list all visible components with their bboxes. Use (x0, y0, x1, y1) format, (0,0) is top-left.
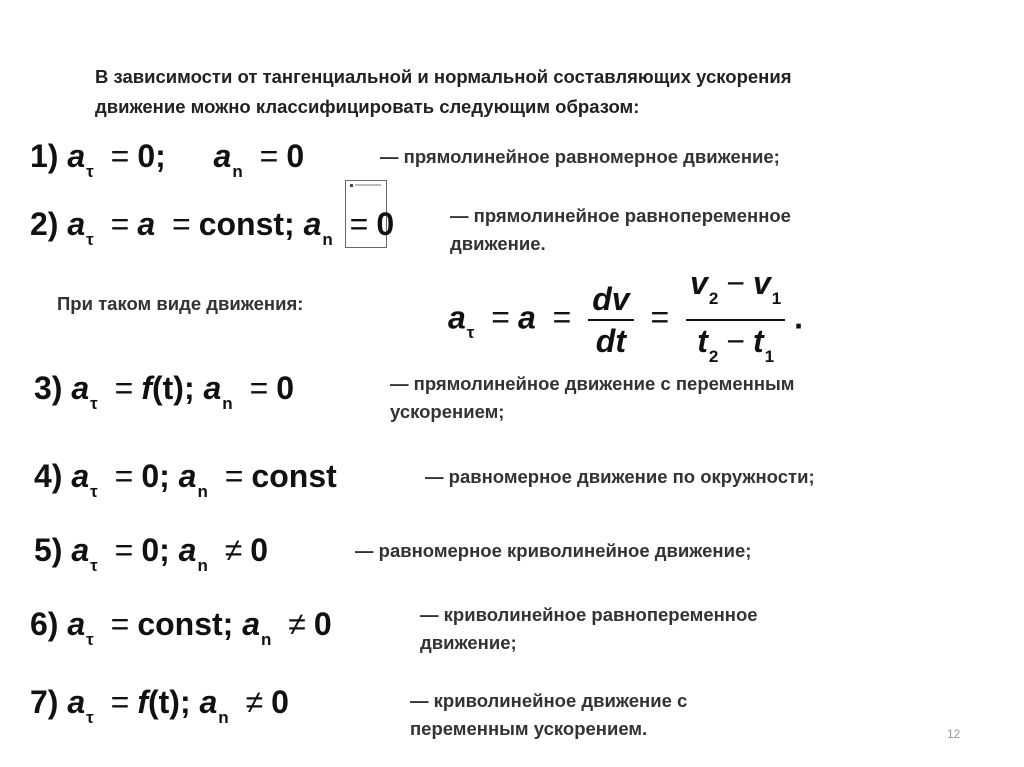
description-line: — криволинейное движение с (410, 690, 688, 711)
an-symbol: a (213, 138, 232, 174)
value: const; (137, 606, 234, 642)
description-line: ускорением; (390, 401, 505, 422)
formula-number: 3) (34, 370, 63, 406)
description-line: — криволинейное равнопеременное (420, 604, 758, 625)
a-symbol: a (67, 684, 86, 720)
equals-sign: = (349, 206, 369, 242)
value: 0; (141, 532, 170, 568)
equals-sign: = (114, 532, 134, 568)
subscript: 2 (708, 347, 719, 366)
value: 0 (276, 370, 295, 406)
n-subscript: n (197, 482, 208, 501)
v-symbol: v (690, 265, 708, 301)
equals-sign: = (552, 299, 572, 336)
subscript: 2 (708, 289, 719, 308)
equals-sign: = (650, 299, 670, 336)
equals-sign: = (110, 206, 130, 242)
f-symbol: f (141, 370, 152, 406)
value: 0 (271, 684, 289, 720)
formula-3 (34, 370, 294, 414)
formula-number: 1) (30, 138, 59, 174)
an-symbol: a (203, 370, 222, 406)
not-equals-sign: ≠ (245, 684, 264, 720)
equals-sign: = (110, 684, 130, 720)
a-symbol: a (71, 458, 90, 494)
function-argument: (t); (147, 684, 191, 720)
description-2 (450, 202, 791, 258)
value: 0; (137, 138, 166, 174)
equals-sign: = (110, 138, 130, 174)
denominator (686, 321, 785, 377)
equals-sign: = (249, 370, 269, 406)
intro-line-1: В зависимости от тангенциальной и нормальной составляющих ускорения (95, 66, 792, 87)
a-symbol: a (137, 206, 156, 242)
an-symbol: a (242, 606, 260, 642)
description-line: движение; (420, 632, 517, 653)
equals-sign: = (491, 299, 510, 336)
tau-subscript: τ (86, 708, 94, 727)
a-symbol: a (71, 532, 90, 568)
n-subscript: n (222, 394, 233, 413)
an-symbol: a (303, 206, 322, 242)
value: 0 (250, 532, 269, 568)
n-subscript: n (322, 230, 333, 249)
description-3 (390, 370, 794, 426)
numerator (686, 263, 785, 319)
formula-number: 7) (30, 684, 59, 720)
page-number: 12 (947, 727, 961, 741)
not-equals-sign: ≠ (288, 606, 306, 642)
an-symbol: a (199, 684, 218, 720)
n-subscript: n (232, 162, 243, 181)
description-7 (410, 687, 687, 743)
t-symbol: t (697, 323, 708, 359)
formula-number: 5) (34, 532, 63, 568)
tau-subscript: τ (90, 556, 98, 575)
equals-sign: = (114, 458, 134, 494)
t-symbol: t (753, 323, 764, 359)
subscript: 1 (771, 289, 782, 308)
description-line: движение. (450, 233, 546, 254)
a-symbol: a (517, 299, 536, 336)
formula-2 (30, 206, 394, 250)
n-subscript: n (197, 556, 208, 575)
value: const (251, 458, 337, 494)
value: 0 (376, 206, 395, 242)
a-symbol: a (448, 299, 466, 336)
formula-4 (34, 458, 337, 502)
description-4: — равномерное движение по окружности; (425, 466, 815, 487)
intro-line-2: движение можно классифицировать следующим образом: (95, 96, 640, 117)
tau-subscript: τ (90, 394, 98, 413)
equals-sign: = (259, 138, 279, 174)
value: const; (198, 206, 295, 242)
difference-fraction (686, 263, 785, 377)
equals-sign: = (172, 206, 191, 242)
tau-subscript: τ (90, 482, 98, 501)
tau-subscript: τ (86, 162, 94, 181)
description-line: — прямолинейное движение с переменным (390, 373, 795, 394)
tau-subscript: τ (86, 230, 94, 249)
not-equals-sign: ≠ (224, 532, 243, 568)
object-marker (350, 184, 353, 187)
an-symbol: a (178, 532, 197, 568)
n-subscript: n (261, 630, 272, 649)
formula-5 (34, 532, 268, 576)
numerator: dv (592, 281, 630, 317)
formula-number: 4) (34, 458, 63, 494)
formula-6 (30, 606, 332, 650)
v-symbol: v (753, 265, 771, 301)
acceleration-formula (448, 263, 803, 377)
object-placeholder-line (355, 184, 381, 186)
value: 0; (141, 458, 170, 494)
tau-subscript: τ (86, 630, 94, 649)
f-symbol: f (137, 684, 148, 720)
equals-sign: = (224, 458, 244, 494)
value: 0 (313, 606, 332, 642)
a-symbol: a (71, 370, 90, 406)
a-symbol: a (67, 606, 86, 642)
intro-text (95, 62, 955, 122)
description-line: переменным ускорением. (410, 718, 648, 739)
n-subscript: n (218, 708, 229, 727)
minus-sign: − (726, 323, 745, 359)
description-1: — прямолинейное равномерное движение; (380, 146, 780, 167)
equals-sign: = (110, 606, 130, 642)
description-5: — равномерное криволинейное движение; (355, 540, 752, 561)
description-6 (420, 601, 758, 657)
minus-sign: − (726, 265, 745, 301)
subscript: 1 (764, 347, 775, 366)
equals-sign: = (114, 370, 134, 406)
value: 0 (286, 138, 305, 174)
description-line: — прямолинейное равнопеременное (450, 205, 791, 226)
note-text: При таком виде движения: (57, 293, 304, 314)
formula-1 (30, 138, 304, 182)
a-symbol: a (67, 206, 86, 242)
tau-subscript: τ (466, 323, 475, 343)
formula-number: 6) (30, 606, 59, 642)
denominator: dt (595, 323, 626, 359)
formula-number: 2) (30, 206, 59, 242)
derivative-fraction (588, 279, 633, 361)
period: . (794, 299, 804, 336)
an-symbol: a (178, 458, 197, 494)
a-symbol: a (67, 138, 86, 174)
function-argument: (t); (151, 370, 195, 406)
formula-7 (30, 684, 289, 728)
